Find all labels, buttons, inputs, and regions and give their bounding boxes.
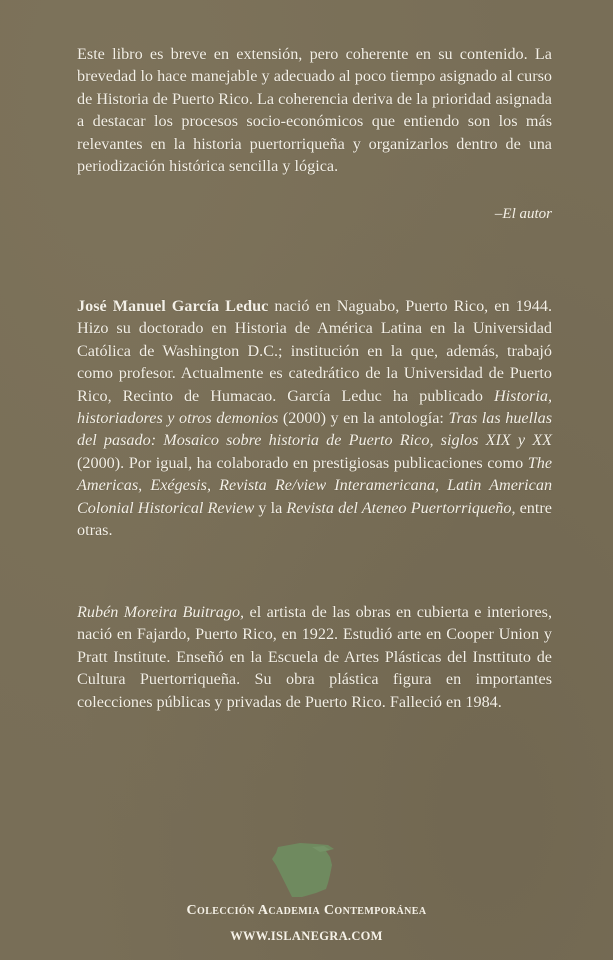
publication-title: Revista del Ateneo Puertorriqueño <box>286 498 512 517</box>
author-signature: –El autor <box>494 206 552 222</box>
bio-text: nació en Naguabo, Puerto Rico, en 1944. Hizo su doctorado en Historia de América Latina en la Universidad Católica de Washington D.C.; institución en la que, además, trabajó como profesor. Actualmente es catedrático de la Universidad de Puerto Rico, Recinto de Humacao. García Leduc ha publicado <box>77 297 552 405</box>
bio-text: , <box>434 476 448 495</box>
publisher-website: WWW.ISLANEGRA.COM <box>230 929 383 943</box>
intro-text: Este libro es breve en extensión, pero coherente en su contenido. La brevedad lo hace manejable y adecuado al poco tiempo asignado al curso de Historia de Puerto Rico. La coherencia deriva de la prioridad asignada a destacar los procesos socio-económicos que entiendo son los más relevantes en la historia puertorriqueña y organizarlos dentro de una periodización histórica sencilla y lógica. <box>77 45 552 176</box>
book-title: Historia, historiadores y otros demonios <box>77 386 552 428</box>
bio-text: (2000). Por igual, ha colaborado en prestigiosas publicaciones como <box>77 453 528 472</box>
bio-text: , <box>206 476 220 495</box>
artist-name: Rubén Moreira Buitrago, <box>77 603 245 621</box>
artist-bio-paragraph <box>77 601 552 713</box>
publication-title: Latin American Colonial Historical Review <box>77 476 553 517</box>
bio-text: , <box>138 476 151 495</box>
collection-name: Colección Academia Contemporánea <box>186 903 427 918</box>
author-name: José Manuel García Leduc <box>77 297 269 315</box>
anthology-title: Tras las huellas del pasado: Mosaico sobre historia de Puerto Rico, siglos XIX y XX <box>77 409 552 450</box>
bio-text: (2000) y en la antología: <box>278 409 449 428</box>
publication-title: The Americas <box>77 453 552 495</box>
bio-text: y la <box>254 498 287 517</box>
intro-paragraph <box>77 43 552 177</box>
author-bio-paragraph <box>77 295 552 541</box>
publication-title: Revista Re/view Interamericana <box>219 476 435 495</box>
publication-title: Exégesis <box>150 476 207 495</box>
artist-bio-text: el artista de las obras en cubierta e interiores, nació en Fajardo, Puerto Rico, en 1922. Estudió arte en Cooper Union y Pratt Institute. Enseñó en la Escuela de Artes Plásticas del Insttituto de Cultura Puertorriqueña. Su obra plástica figura en importantes colecciones públicas y privadas de Puerto Rico. Falleció en 1984. <box>77 603 553 711</box>
bio-text: , entre otras. <box>77 498 552 540</box>
green-brushstroke-logo-icon <box>268 841 338 899</box>
